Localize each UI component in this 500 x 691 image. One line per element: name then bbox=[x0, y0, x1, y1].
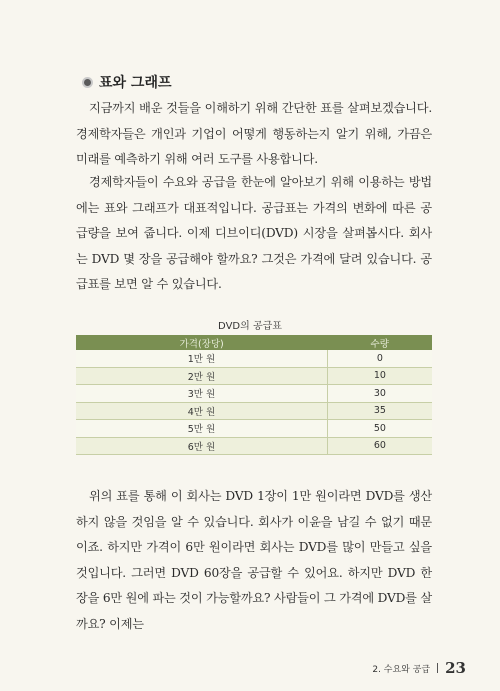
table-row bbox=[76, 385, 432, 403]
table-row bbox=[76, 420, 432, 438]
price-cell: 6만 원 bbox=[76, 437, 327, 455]
price-cell: 5만 원 bbox=[76, 420, 327, 438]
section-heading bbox=[82, 72, 172, 92]
header-quantity: 수량 bbox=[327, 335, 432, 350]
paragraph-supply-schedule: 경제학자들이 수요와 공급을 한눈에 알아보기 위해 이용하는 방법에는 표와 그래프가 대표적입니다. 공급표는 가격의 변화에 따른 공급량을 보여 줍니다. 이제 디브이디(DVD) 시장을 살펴봅시다. 회사는 DVD 몇 장을 공급해야 할까요? 그것은 가격에 달려 있습니다. 공급표를 보면 알 수 있습니다. bbox=[76, 175, 432, 291]
header-price: 가격(장당) bbox=[76, 335, 327, 350]
quantity-cell: 10 bbox=[327, 367, 432, 385]
price-cell: 4만 원 bbox=[76, 402, 327, 420]
quantity-cell: 35 bbox=[327, 402, 432, 420]
price-cell: 1만 원 bbox=[76, 350, 327, 367]
price-cell: 3만 원 bbox=[76, 385, 327, 403]
page-footer bbox=[372, 659, 466, 677]
footer-divider bbox=[437, 663, 438, 673]
chapter-title: 2. 수요와 공급 bbox=[372, 664, 431, 675]
section-heading-text: 표와 그래프 bbox=[99, 75, 172, 91]
page-number: 23 bbox=[445, 659, 466, 677]
supply-table bbox=[76, 335, 432, 455]
price-cell: 2만 원 bbox=[76, 367, 327, 385]
table-row bbox=[76, 367, 432, 385]
table-row bbox=[76, 402, 432, 420]
table-title: DVD의 공급표 bbox=[218, 321, 282, 332]
quantity-cell: 60 bbox=[327, 437, 432, 455]
quantity-cell: 30 bbox=[327, 385, 432, 403]
paragraph-analysis: 위의 표를 통해 이 회사는 DVD 1장이 1만 원이라면 DVD를 생산하지 않을 것임을 알 수 있습니다. 회사가 이윤을 남길 수 없기 때문이죠. 하지만 가격이 6만 원이라면 회사는 DVD를 많이 만들고 싶을 것입니다. 그러면 DVD 60장을 공급할 수 있어요. 하지만 DVD 한 장을 6만 원에 파는 것이 가능할까요? 사람들이 그 가격에 DVD를 살까요? 이제는 bbox=[76, 489, 432, 631]
table-header-row bbox=[76, 335, 432, 350]
quantity-cell: 0 bbox=[327, 350, 432, 367]
table-row bbox=[76, 350, 432, 367]
circle-bullet-icon bbox=[82, 77, 93, 88]
quantity-cell: 50 bbox=[327, 420, 432, 438]
paragraph-intro: 지금까지 배운 것들을 이해하기 위해 간단한 표를 살펴보겠습니다. 경제학자들은 개인과 기업이 어떻게 행동하는지 알기 위해, 가끔은 미래를 예측하기 위해 여러 도구를 사용합니다. bbox=[76, 101, 432, 166]
table-row bbox=[76, 437, 432, 455]
